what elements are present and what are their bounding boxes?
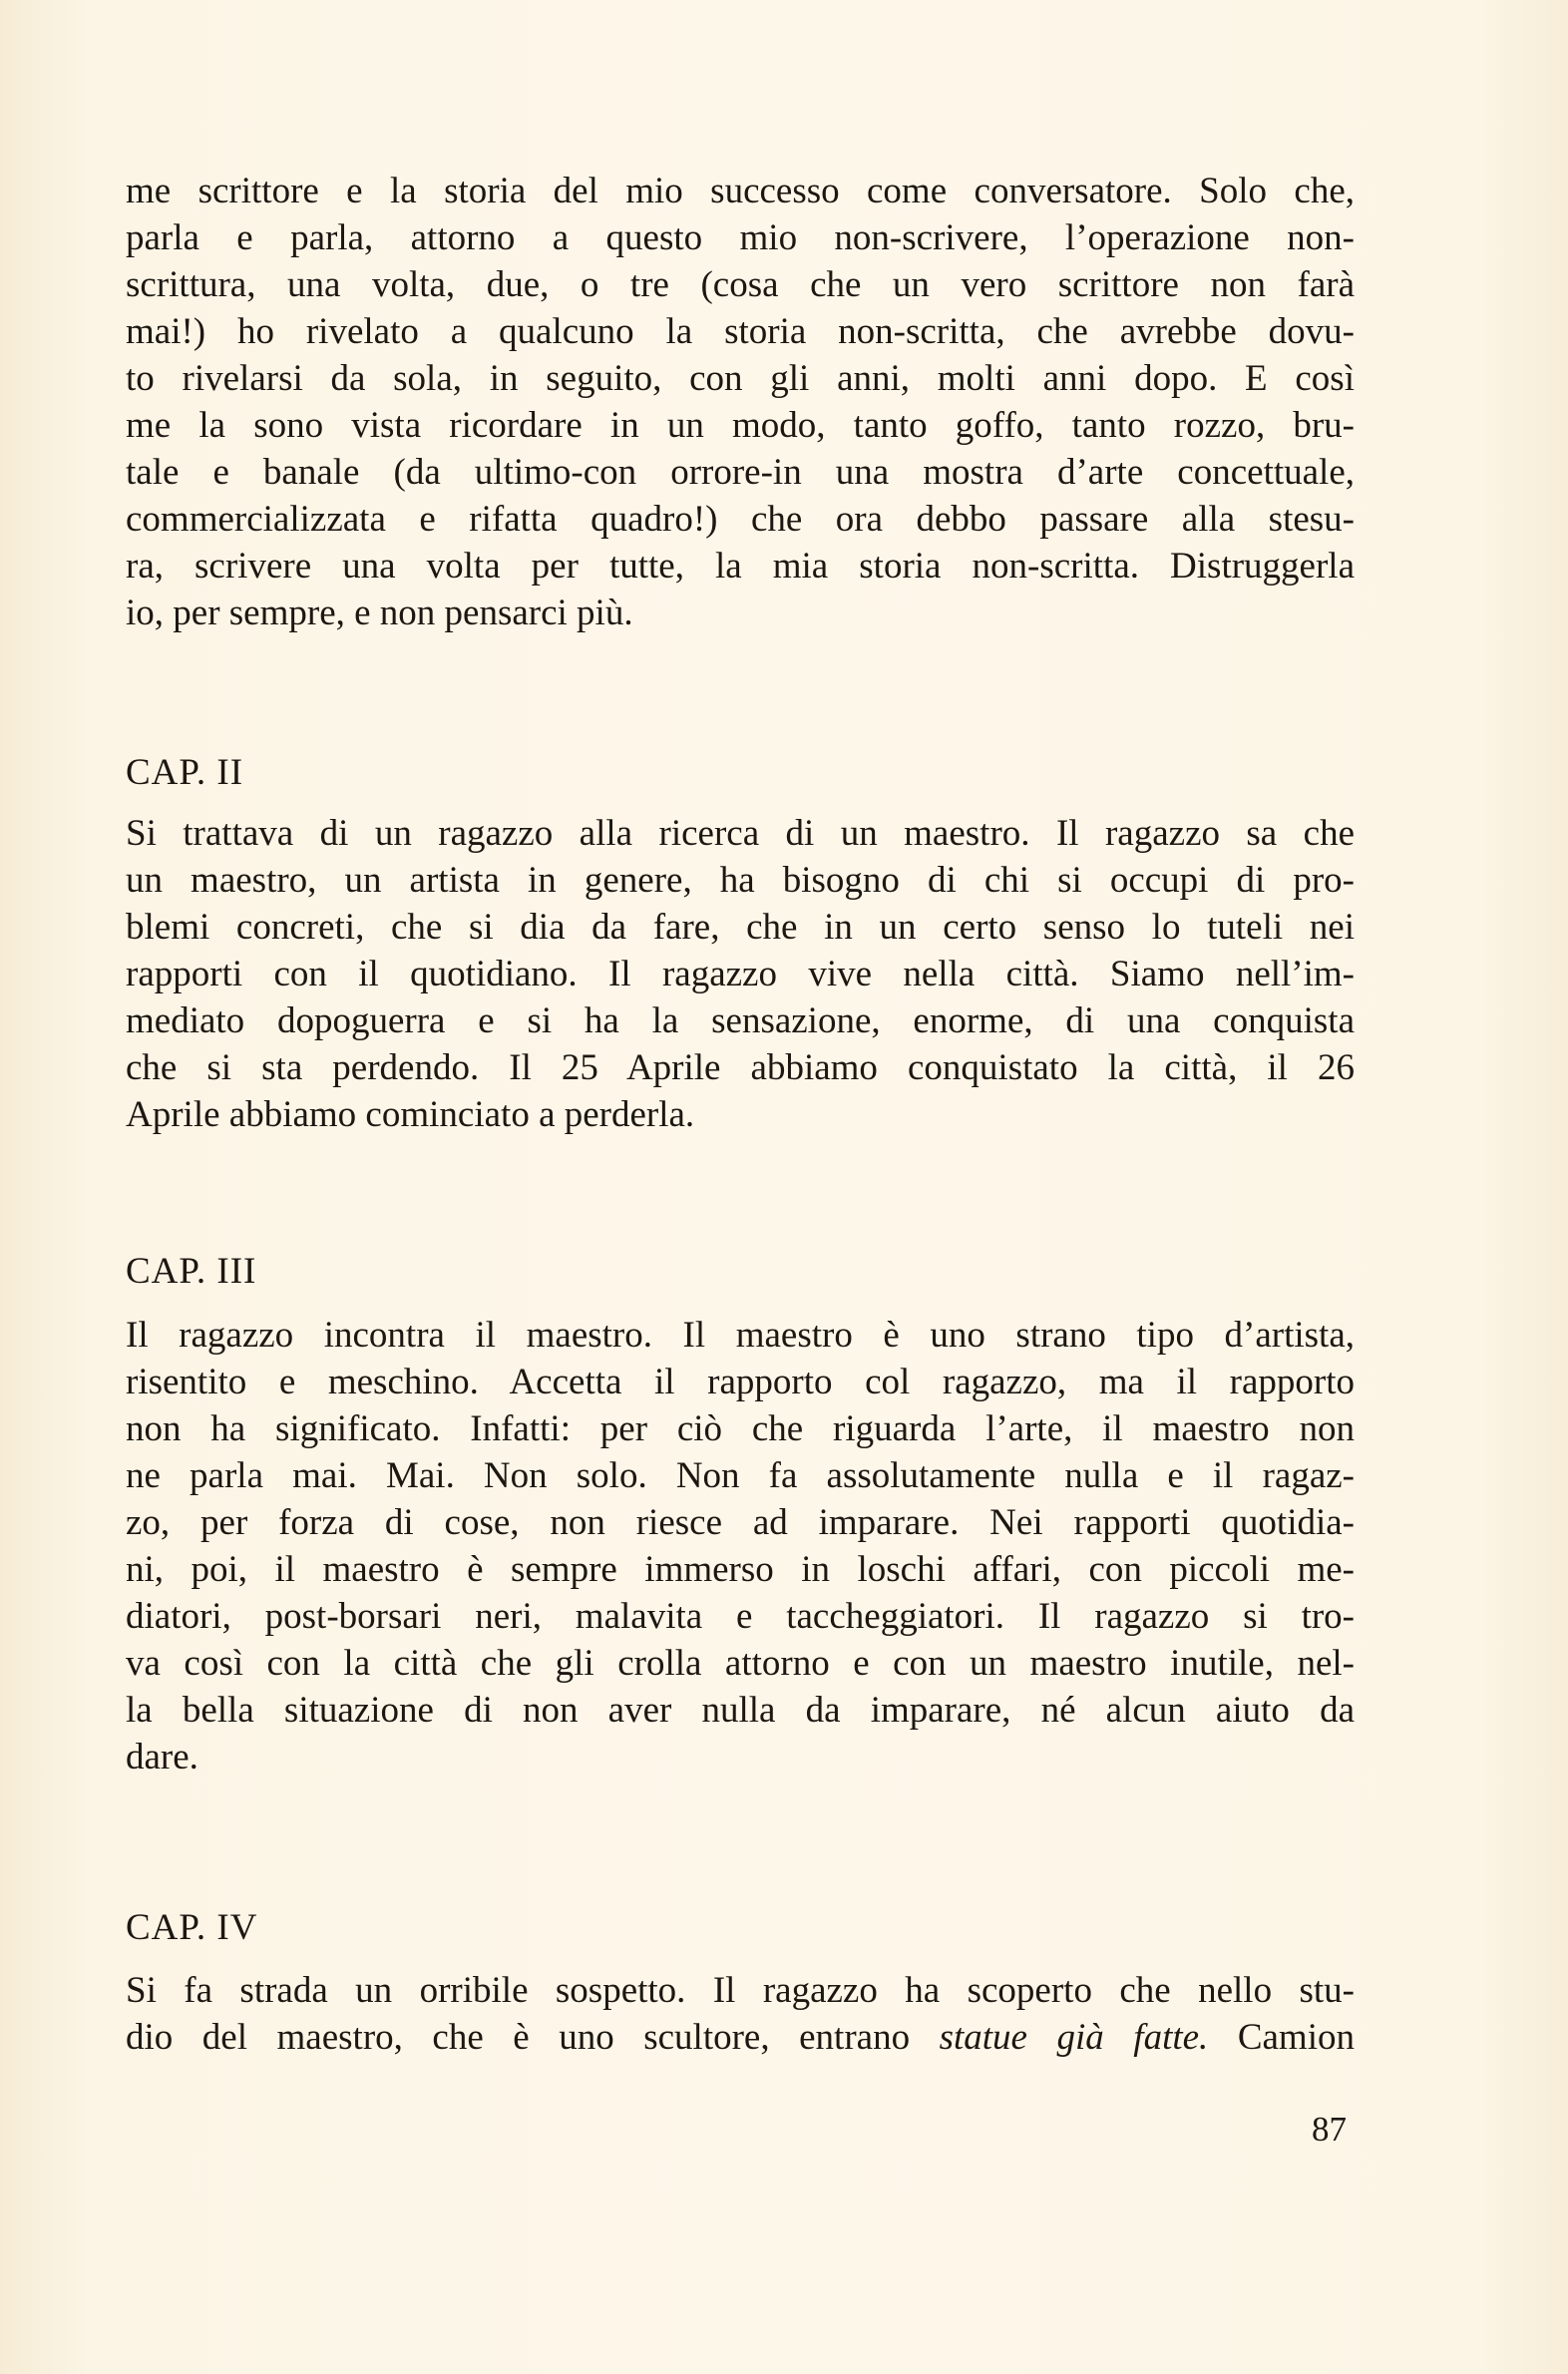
text-line: Si fa strada un orribile sospetto. Il ragazzo ha scoperto che nello stu-: [126, 1970, 1355, 2011]
text-line: diatori, post-borsari neri, malavita e taccheggiatori. Il ragazzo si tro-: [126, 1596, 1355, 1637]
chapter-paragraph: [126, 1967, 1355, 2061]
text-line: blemi concreti, che si dia da fare, che in un certo senso lo tuteli nei: [126, 907, 1355, 948]
text-line: la bella situazione di non aver nulla da imparare, né alcun aiuto da: [126, 1690, 1355, 1731]
intro-paragraph: [126, 168, 1355, 636]
text-line: un maestro, un artista in genere, ha bisogno di chi si occupi di pro-: [126, 860, 1355, 901]
text-line: non ha significato. Infatti: per ciò che riguarda l’arte, il maestro non: [126, 1408, 1355, 1449]
text-line: ni, poi, il maestro è sempre immerso in loschi affari, con piccoli me-: [126, 1549, 1355, 1590]
text-line: dare.: [126, 1737, 198, 1778]
text-line: risentito e meschino. Accetta il rapporto col ragazzo, ma il rapporto: [126, 1362, 1355, 1402]
text-line: Si trattava di un ragazzo alla ricerca di un maestro. Il ragazzo sa che: [126, 813, 1355, 854]
page-number: 87: [1312, 2110, 1347, 2149]
text-segment: dio del maestro, che è uno scultore, entrano: [126, 2017, 940, 2058]
text-line: scrittura, una volta, due, o tre (cosa che un vero scrittore non farà: [126, 264, 1355, 305]
chapter-paragraph: [126, 1312, 1355, 1780]
text-line: ra, scrivere una volta per tutte, la mia storia non-scritta. Distruggerla: [126, 546, 1355, 587]
text-line: Il ragazzo incontra il maestro. Il maestro è uno strano tipo d’artista,: [126, 1315, 1355, 1356]
text-segment: Camion: [1208, 2017, 1355, 2058]
text-line: va così con la città che gli crolla attorno e con un maestro inutile, nel-: [126, 1643, 1355, 1684]
text-line: rapporti con il quotidiano. Il ragazzo vive nella città. Siamo nell’im-: [126, 954, 1355, 994]
text-line: Aprile abbiamo cominciato a perderla.: [126, 1094, 695, 1135]
text-line: ne parla mai. Mai. Non solo. Non fa assolutamente nulla e il ragaz-: [126, 1455, 1355, 1496]
text-line: zo, per forza di cose, non riesce ad imparare. Nei rapporti quotidia-: [126, 1502, 1355, 1543]
text-line: to rivelarsi da sola, in seguito, con gli anni, molti anni dopo. E così: [126, 358, 1355, 399]
italic-emphasis: statue già fatte.: [939, 2017, 1209, 2058]
text-line: parla e parla, attorno a questo mio non-scrivere, l’operazione non-: [126, 217, 1355, 258]
text-line: che si sta perdendo. Il 25 Aprile abbiamo conquistato la città, il 26: [126, 1047, 1355, 1088]
text-line: commercializzata e rifatta quadro!) che ora debbo passare alla stesu-: [126, 499, 1355, 540]
text-line: mai!) ho rivelato a qualcuno la storia non-scritta, che avrebbe dovu-: [126, 311, 1355, 352]
text-line: me scrittore e la storia del mio successo come conversatore. Solo che,: [126, 171, 1355, 211]
text-line: tale e banale (da ultimo-con orrore-in una mostra d’arte concettuale,: [126, 452, 1355, 493]
chapter-heading: CAP. II: [126, 752, 244, 793]
chapter-heading: CAP. III: [126, 1251, 257, 1292]
text-line: me la sono vista ricordare in un modo, tanto goffo, tanto rozzo, bru-: [126, 405, 1355, 446]
chapter-paragraph: [126, 810, 1355, 1138]
text-line: io, per sempre, e non pensarci più.: [126, 593, 633, 633]
text-line: mediato dopoguerra e si ha la sensazione, enorme, di una conquista: [126, 1000, 1355, 1041]
text-line: [126, 2014, 1355, 2061]
chapter-heading: CAP. IV: [126, 1907, 258, 1948]
